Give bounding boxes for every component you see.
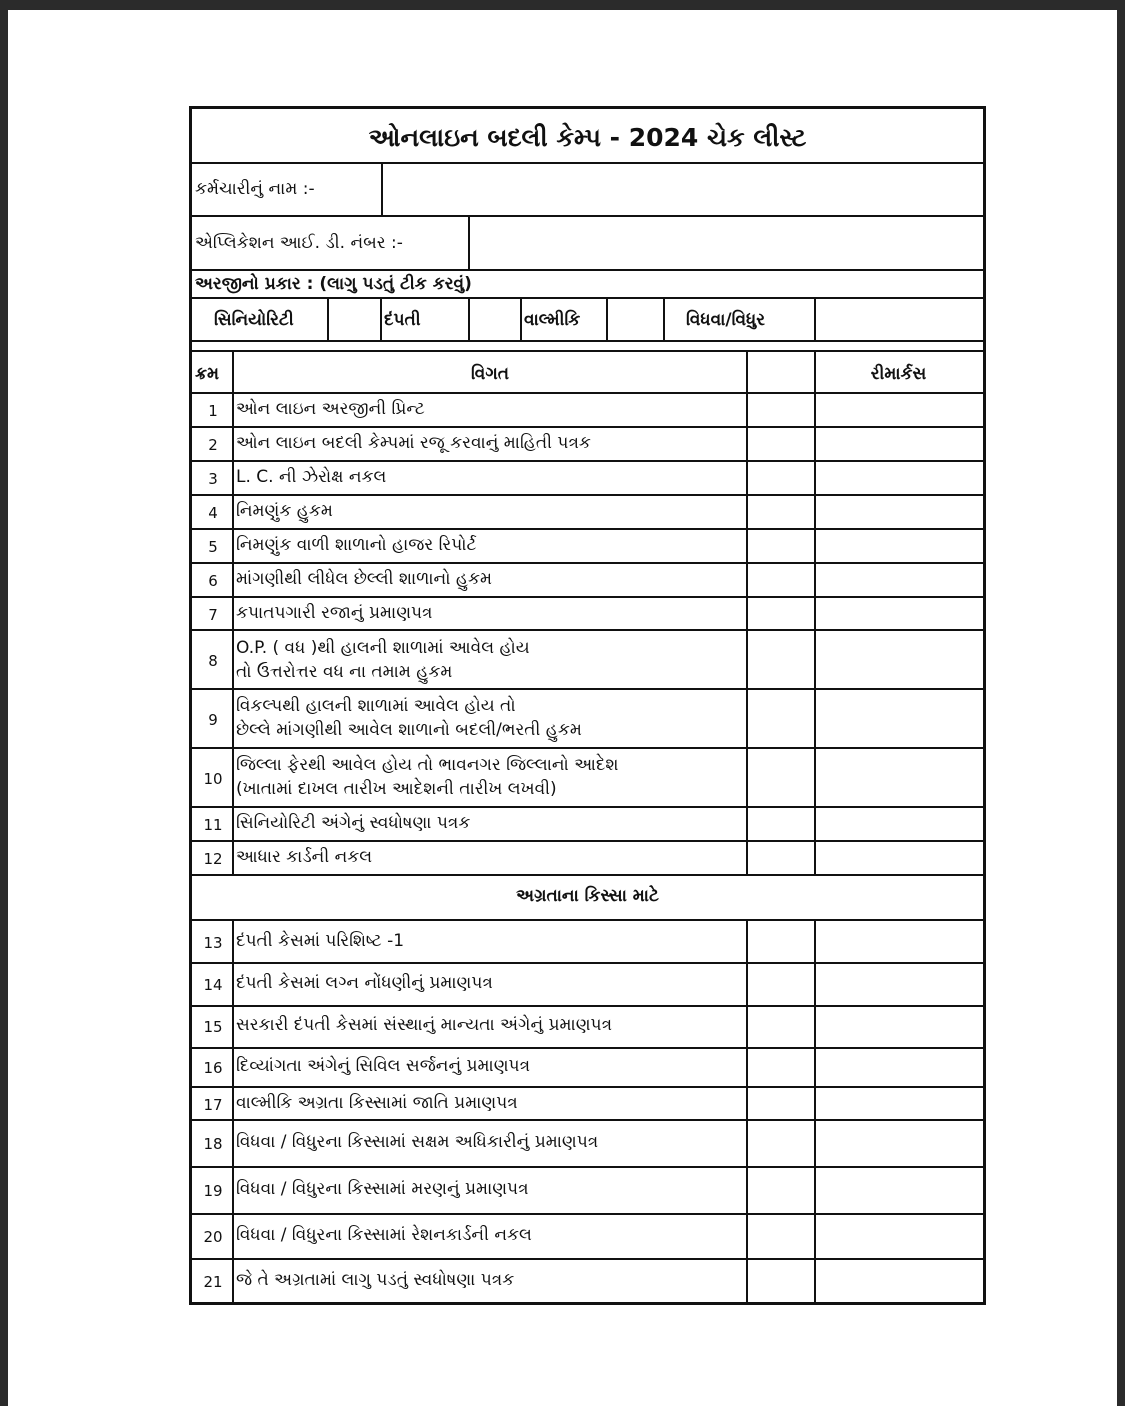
- document-page: [8, 10, 1117, 1406]
- type-seniority-label: સિનિયોરિટી: [214, 310, 294, 330]
- row-21-text: જે તે અગ્રતામાં લાગુ પડતું સ્વધોષણા પત્રક: [236, 1270, 515, 1290]
- row-21-no: 21: [203, 1273, 223, 1291]
- row-4-no: 4: [208, 504, 218, 522]
- remarks-header: રીમાર્કસ: [870, 364, 927, 384]
- row-10-line1: જિલ્લા ફેરથી આવેલ હોય તો ભાવનગર જિલ્લાનો આદેશ: [236, 755, 619, 775]
- application-id-label: એપ્લિકેશન આઈ. ડી. નંબર :-: [195, 233, 403, 253]
- detail-header: વિગત: [470, 364, 510, 384]
- row-10-line2: (ખાતામાં દાખલ તારીખ આદેશની તારીખ લખવી): [236, 779, 557, 799]
- row-5-no: 5: [208, 538, 218, 556]
- row-20-text: વિધવા / વિધુરના કિસ્સામાં રેશનકાર્ડની નકલ: [236, 1225, 532, 1245]
- row-11-no: 11: [203, 816, 223, 834]
- row-13-no: 13: [203, 934, 223, 952]
- row-3-text: L. C. ની ઝેરોક્ષ નકલ: [236, 467, 387, 487]
- row-19-text: વિધવા / વિધુરના કિસ્સામાં મરણનું પ્રમાણપત્ર: [236, 1179, 529, 1199]
- row-9-no: 9: [208, 711, 218, 729]
- row-9-line1: વિકલ્પથી હાલની શાળામાં આવેલ હોય તો: [236, 696, 516, 716]
- row-9-line2: છેલ્લે માંગણીથી આવેલ શાળાનો બદલી/ભરતી હુકમ: [236, 720, 582, 740]
- row-2-text: ઓન લાઇન બદલી કેમ્પમાં રજૂ કરવાનું માહિતી પત્રક: [236, 433, 591, 453]
- row-1-text: ઓન લાઇન અરજીની પ્રિન્ટ: [236, 399, 425, 419]
- row-1-no: 1: [208, 402, 218, 420]
- type-valmiki-checkbox[interactable]: [608, 300, 663, 340]
- row-19-no: 19: [203, 1182, 223, 1200]
- row-16-text: દિવ્યાંગતા અંગેનું સિવિલ સર્જનનું પ્રમાણપત્ર: [236, 1056, 531, 1076]
- row-11-text: સિનિયોરિટી અંગેનું સ્વધોષણા પત્રક: [236, 813, 471, 833]
- serial-header: ક્રમ: [195, 364, 220, 384]
- employee-name-field[interactable]: [383, 164, 981, 214]
- row-6-no: 6: [208, 572, 218, 590]
- row-15-no: 15: [203, 1018, 223, 1036]
- row-20-no: 20: [203, 1228, 223, 1246]
- row-14-text: દંપતી કેસમાં લગ્ન નોંધણીનું પ્રમાણપત્ર: [236, 973, 493, 993]
- row-10-no: 10: [203, 770, 223, 788]
- type-couple-label: દંપતી: [384, 310, 421, 330]
- row-17-no: 17: [203, 1096, 223, 1114]
- row-6-text: માંગણીથી લીધેલ છેલ્લી શાળાનો હુકમ: [236, 569, 492, 589]
- row-18-text: વિધવા / વિધુરના કિસ્સામાં સક્ષમ અધિકારીનું પ્રમાણપત્ર: [236, 1132, 599, 1152]
- type-valmiki-label: વાલ્મીકિ: [524, 310, 581, 330]
- row-14-no: 14: [203, 976, 223, 994]
- row-8-line2: તો ઉત્તરોત્તર વધ ના તમામ હુકમ: [236, 662, 453, 682]
- page-title: ઓનલાઇન બદલી કેમ્પ - 2024 ચેક લીસ્ટ: [368, 123, 807, 152]
- type-widow-checkbox[interactable]: [816, 300, 981, 340]
- row-5-text: નિમણુંક વાળી શાળાનો હાજર રિપોર્ટ: [236, 535, 477, 555]
- row-13-text: દંપતી કેસમાં પરિશિષ્ટ -1: [236, 931, 405, 951]
- priority-section-heading: અગ્રતાના કિસ્સા માટે: [516, 886, 659, 906]
- application-id-field[interactable]: [470, 218, 981, 268]
- row-12-no: 12: [203, 850, 223, 868]
- row-12-text: આધાર કાર્ડની નકલ: [236, 847, 373, 867]
- row-8-no: 8: [208, 652, 218, 670]
- type-couple-checkbox[interactable]: [470, 300, 520, 340]
- type-widow-label: વિધવા/વિધુર: [686, 310, 766, 330]
- type-seniority-checkbox[interactable]: [329, 300, 379, 340]
- employee-name-label: કર્મચારીનું નામ :-: [195, 179, 315, 199]
- row-8-line1: O.P. ( વધ )થી હાલની શાળામાં આવેલ હોય: [236, 638, 530, 658]
- row-7-no: 7: [208, 606, 218, 624]
- row-4-text: નિમણુંક હુકમ: [236, 501, 333, 521]
- row-7-text: કપાતપગારી રજાનું પ્રમાણપત્ર: [236, 603, 433, 623]
- row-17-text: વાલ્મીકિ અગ્રતા કિસ્સામાં જાતિ પ્રમાણપત્ર: [236, 1093, 518, 1113]
- row-16-no: 16: [203, 1059, 223, 1077]
- row-18-no: 18: [203, 1135, 223, 1153]
- row-15-text: સરકારી દંપતી કેસમાં સંસ્થાનું માન્યતા અંગેનું પ્રમાણપત્ર: [236, 1015, 613, 1035]
- row-2-no: 2: [208, 436, 218, 454]
- application-type-label: અરજીનો પ્રકાર : (લાગુ પડતું ટીક કરવું): [195, 274, 472, 294]
- row-3-no: 3: [208, 470, 218, 488]
